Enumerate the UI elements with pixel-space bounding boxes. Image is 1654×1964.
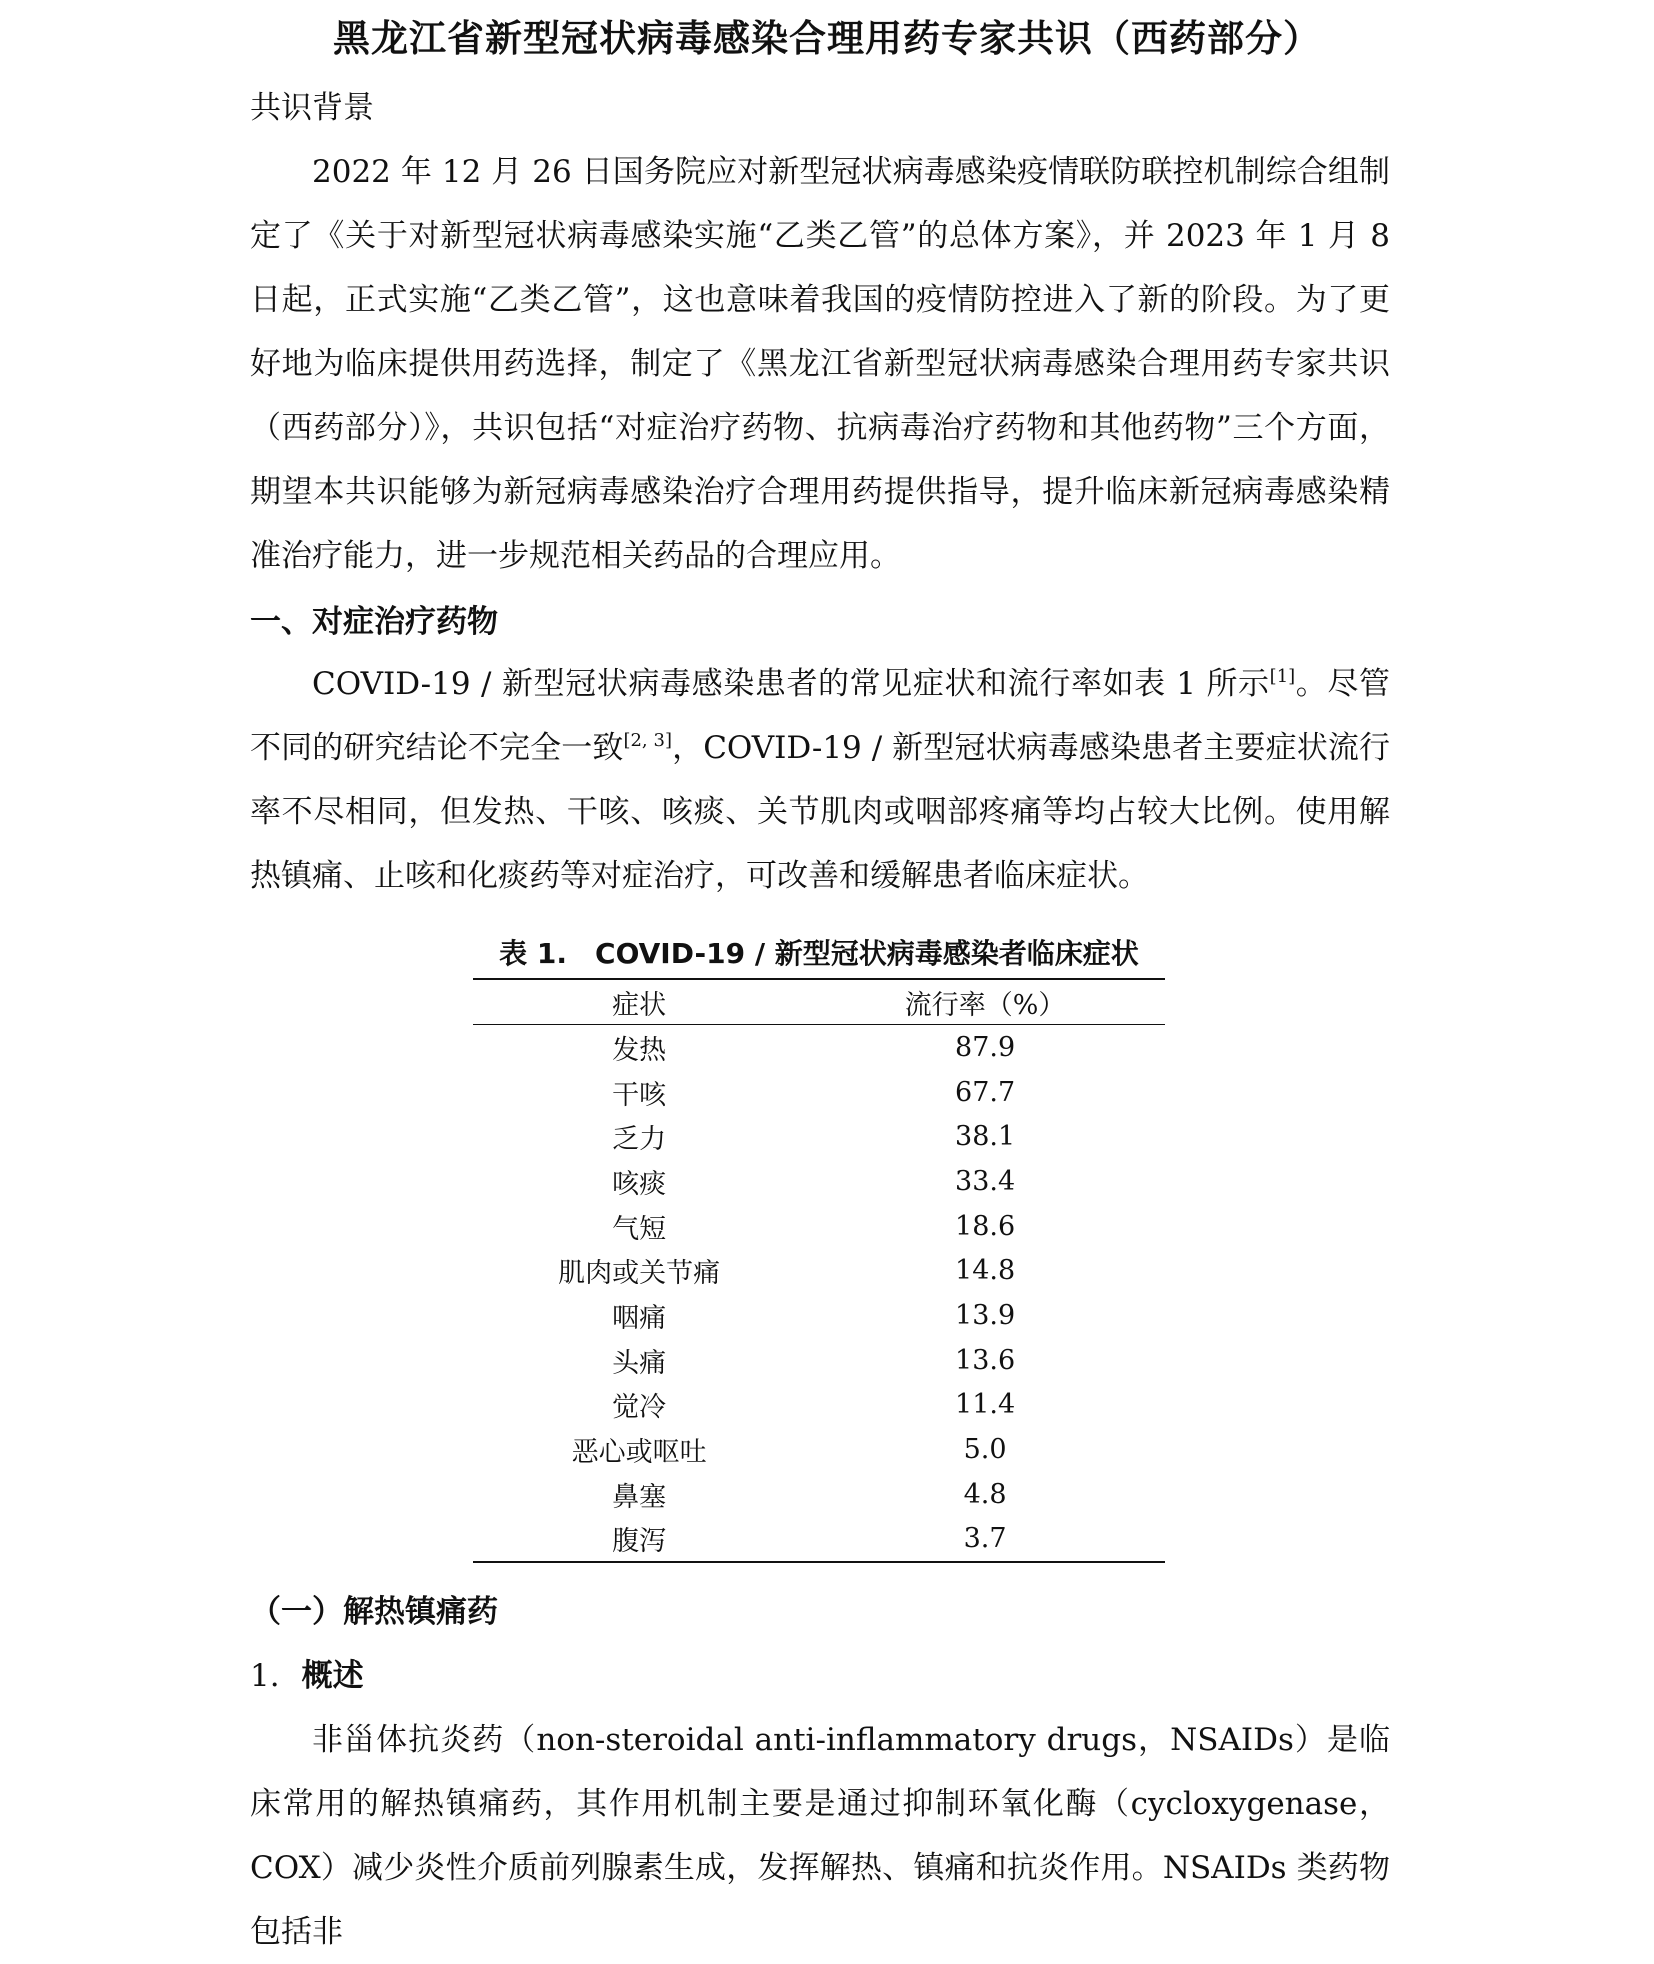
symptom-prevalence-table [473, 978, 1165, 1563]
prevalence-cell: 4.8 [963, 1478, 1007, 1510]
symptom-cell: 乏力 [612, 1124, 667, 1156]
subsection-heading-antipyretics: （一）解热镇痛药 [250, 1594, 498, 1630]
prevalence-cell: 67.7 [955, 1076, 1016, 1108]
table-row [473, 1070, 1165, 1115]
table-row [473, 1293, 1165, 1338]
document-title: 黑龙江省新型冠状病毒感染合理用药专家共识（西药部分） [333, 17, 1321, 60]
prevalence-cell: 14.8 [955, 1255, 1016, 1287]
paragraph-text: COVID-19 / 新型冠状病毒感染患者的常见症状和流行率如表 1 所示 [312, 666, 1270, 702]
table-row [473, 1338, 1165, 1383]
table-row [473, 1427, 1165, 1472]
nsaids-paragraph: 非甾体抗炎药（non-steroidal anti-inflammatory drugs，NSAIDs）是临床常用的解热镇痛药，其作用机制主要是通过抑制环氧化酶（cycloxygenase，COX）减少炎性介质前列腺素生成，发挥解热、镇痛和抗炎作用。NSAIDs 类药物包括非 [250, 1722, 1390, 1950]
prevalence-cell: 3.7 [963, 1523, 1007, 1555]
table-caption: 表 1. COVID-19 / 新型冠状病毒感染者临床症状 [499, 937, 1139, 970]
symptom-cell: 咳痰 [612, 1168, 667, 1200]
table-body [473, 1025, 1165, 1563]
prevalence-cell: 33.4 [955, 1165, 1016, 1197]
paragraph-text: 。尽管不同的研究结论不完全一致 [250, 666, 1391, 766]
symptom-cell: 觉冷 [612, 1392, 667, 1424]
background-paragraph: 2022 年 12 月 26 日国务院应对新型冠状病毒感染疫情联防联控机制综合组制定了《关于对新型冠状病毒感染实施“乙类乙管”的总体方案》，并 2023 年 1 月 8 日起，正式实施“乙类乙管”，这也意味着我国的疫情防控进入了新的阶段。为了更好地为临床提供用药选择，制定了《黑龙江省新型冠状病毒感染合理用药专家共识（西药部分）》，共识包括“对症治疗药物、抗病毒治疗药物和其他药物”三个方面，期望本共识能够为新冠病毒感染治疗合理用药提供指导，提升临床新冠病毒感染精准治疗能力，进一步规范相关药品的合理应用。 [250, 154, 1390, 574]
symptom-cell: 恶心或呕吐 [571, 1437, 707, 1469]
symptom-cell: 头痛 [612, 1347, 667, 1379]
symptom-cell: 腹泻 [612, 1526, 667, 1558]
symptom-cell: 肌肉或关节痛 [558, 1258, 721, 1290]
prevalence-cell: 38.1 [955, 1121, 1016, 1153]
prevalence-cell: 18.6 [955, 1210, 1016, 1242]
symptom-intro-paragraph [250, 652, 1390, 908]
table-row [473, 1517, 1165, 1563]
prevalence-cell: 5.0 [963, 1434, 1007, 1466]
paragraph-text: ，COVID-19 / 新型冠状病毒感染患者主要症状流行率不尽相同，但发热、干咳、咳痰、关节肌肉或咽部疼痛等均占较大比例。使用解热镇痛、止咳和化痰药等对症治疗，可改善和缓解患者临床症状。 [250, 730, 1390, 894]
citation-ref: [1] [1269, 666, 1296, 687]
symptom-cell: 发热 [612, 1034, 667, 1066]
background-label: 共识背景 [250, 90, 374, 126]
subsection-overview-heading [250, 1644, 1390, 1708]
prevalence-cell: 11.4 [955, 1389, 1016, 1421]
table-row [473, 1159, 1165, 1204]
prevalence-cell: 13.9 [955, 1299, 1016, 1331]
table-row [473, 1248, 1165, 1293]
table-row [473, 1204, 1165, 1249]
column-header-symptom: 症状 [473, 979, 805, 1025]
symptom-cell: 干咳 [612, 1079, 667, 1111]
heading-number: 1. [250, 1658, 280, 1694]
citation-ref: [2, 3] [623, 730, 672, 751]
column-header-prevalence: 流行率（%） [805, 979, 1165, 1025]
heading-text: 概述 [301, 1658, 364, 1694]
table-row [473, 1472, 1165, 1517]
table-header-row [473, 979, 1165, 1025]
symptom-cell: 咽痛 [612, 1302, 667, 1334]
symptom-cell: 气短 [612, 1213, 667, 1245]
symptom-table-container [473, 934, 1165, 1563]
table-row [473, 1025, 1165, 1070]
prevalence-cell: 13.6 [955, 1344, 1016, 1376]
table-row [473, 1383, 1165, 1428]
symptom-cell: 鼻塞 [612, 1481, 667, 1513]
table-row [473, 1114, 1165, 1159]
prevalence-cell: 87.9 [955, 1031, 1016, 1063]
section-heading-symptomatic-drugs: 一、对症治疗药物 [250, 604, 498, 640]
